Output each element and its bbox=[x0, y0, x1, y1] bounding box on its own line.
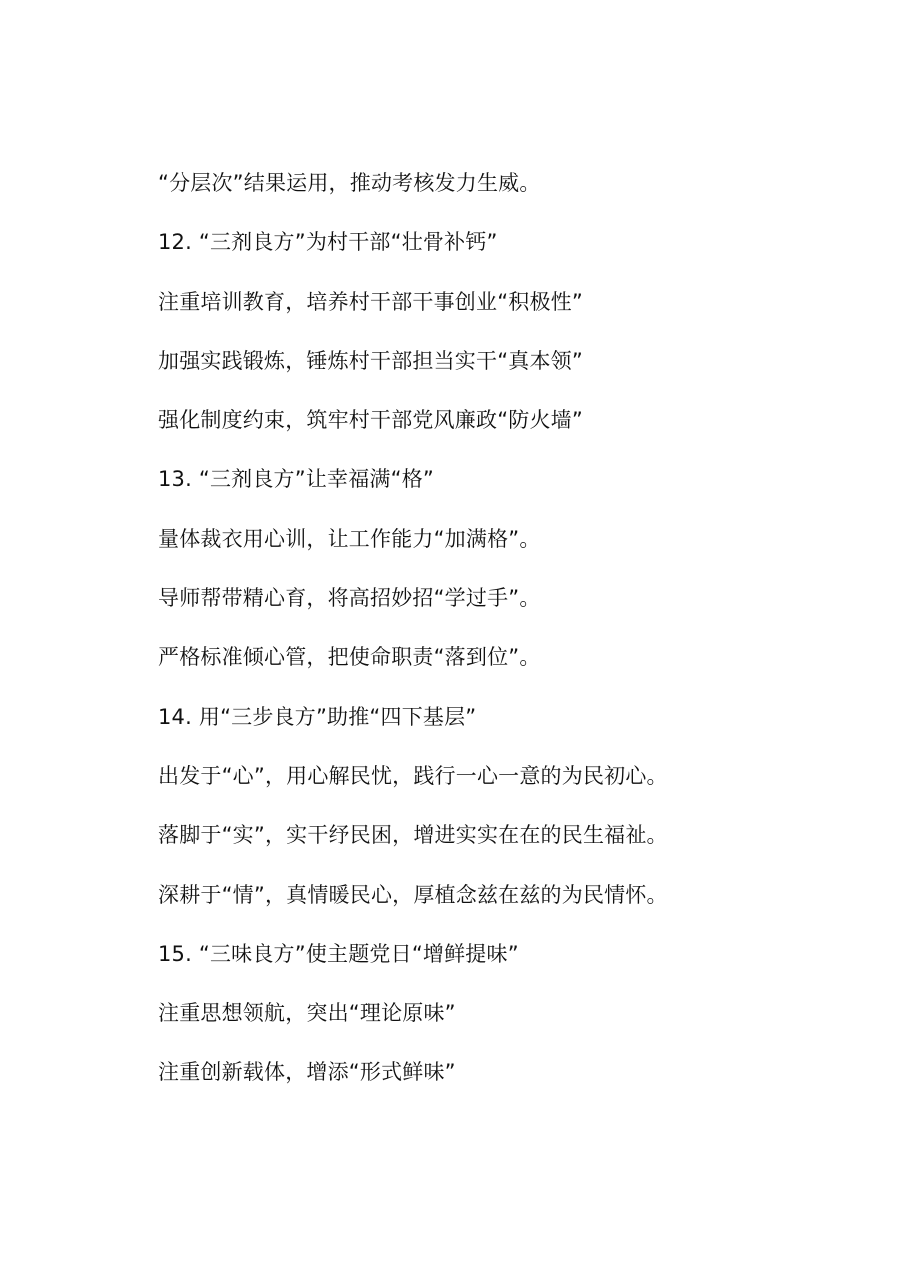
text-line: 注重创新载体，增添“形式鲜味” bbox=[158, 1060, 456, 1085]
text-line: 强化制度约束，筑牢村干部党风廉政“防火墙” bbox=[158, 408, 583, 433]
section-heading: 12. “三剂良方”为村干部“壮骨补钙” bbox=[158, 230, 498, 255]
text-line: 注重培训教育，培养村干部干事创业“积极性” bbox=[158, 289, 583, 314]
text-line: 导师帮带精心育，将高招妙招“学过手”。 bbox=[158, 586, 541, 611]
text-line: 严格标准倾心管，把使命职责“落到位”。 bbox=[158, 645, 541, 670]
text-line: 深耕于“情”，真情暖民心，厚植念兹在兹的为民情怀。 bbox=[158, 882, 668, 907]
text-line: 加强实践锻炼，锤炼村干部担当实干“真本领” bbox=[158, 348, 583, 373]
text-line: “分层次”结果运用，推动考核发力生威。 bbox=[158, 171, 541, 195]
text-line: 量体裁衣用心训，让工作能力“加满格”。 bbox=[158, 526, 541, 551]
section-heading: 13. “三剂良方”让幸福满“格” bbox=[158, 467, 434, 492]
document-body bbox=[158, 165, 858, 1114]
text-line: 落脚于“实”，实干纾民困，增进实实在在的民生福祉。 bbox=[158, 823, 668, 848]
section-heading: 14. 用“三步良方”助推“四下基层” bbox=[158, 704, 477, 729]
text-line: 注重思想领航，突出“理论原味” bbox=[158, 1001, 456, 1026]
text-line: 出发于“心”，用心解民忧，践行一心一意的为民初心。 bbox=[158, 763, 668, 788]
section-heading: 15. “三味良方”使主题党日“增鲜提味” bbox=[158, 941, 519, 966]
